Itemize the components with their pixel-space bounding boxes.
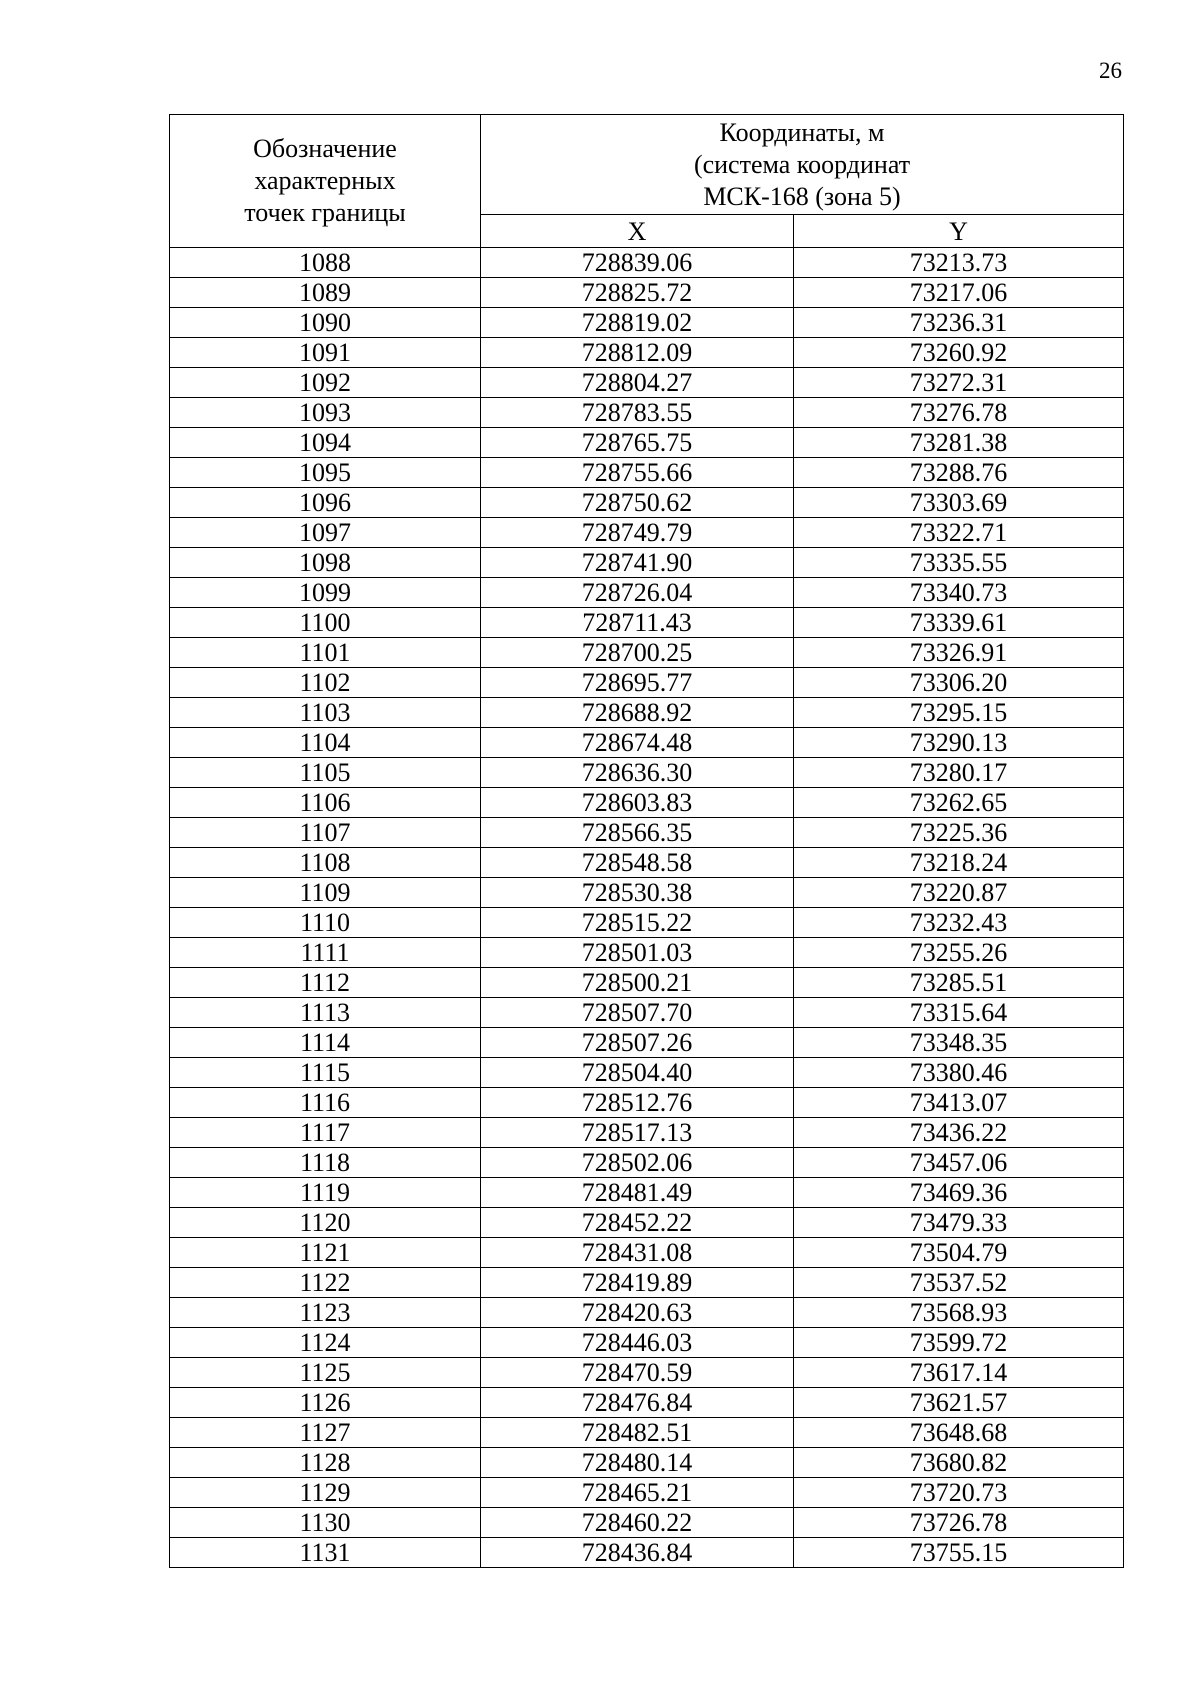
table-row — [170, 818, 1124, 848]
table-row — [170, 278, 1124, 308]
y-coordinate-cell: 73680.82 — [794, 1448, 1124, 1478]
point-number-cell: 1126 — [170, 1388, 481, 1418]
table-row — [170, 248, 1124, 278]
point-number-cell: 1119 — [170, 1178, 481, 1208]
point-designation-header — [170, 115, 481, 248]
table-row — [170, 728, 1124, 758]
x-coordinate-cell: 728839.06 — [481, 248, 794, 278]
x-coordinate-cell: 728446.03 — [481, 1328, 794, 1358]
table-row — [170, 1448, 1124, 1478]
y-coordinate-cell: 73469.36 — [794, 1178, 1124, 1208]
x-coordinate-cell: 728750.62 — [481, 488, 794, 518]
point-number-cell: 1103 — [170, 698, 481, 728]
y-coordinate-cell: 73217.06 — [794, 278, 1124, 308]
coords-header-line-1: Координаты, м — [719, 117, 885, 147]
y-coordinate-cell: 73648.68 — [794, 1418, 1124, 1448]
table-row — [170, 908, 1124, 938]
y-coordinate-cell: 73720.73 — [794, 1478, 1124, 1508]
point-number-cell: 1122 — [170, 1268, 481, 1298]
table-row — [170, 668, 1124, 698]
x-coordinate-cell: 728512.76 — [481, 1088, 794, 1118]
table-row — [170, 578, 1124, 608]
coordinates-header — [481, 115, 1124, 215]
point-number-cell: 1124 — [170, 1328, 481, 1358]
x-coordinate-cell: 728431.08 — [481, 1238, 794, 1268]
y-coordinate-cell: 73255.26 — [794, 938, 1124, 968]
y-coordinate-cell: 73285.51 — [794, 968, 1124, 998]
table-row — [170, 1538, 1124, 1568]
y-coordinate-cell: 73290.13 — [794, 728, 1124, 758]
table-row — [170, 608, 1124, 638]
table-row — [170, 1088, 1124, 1118]
x-coordinate-cell: 728420.63 — [481, 1298, 794, 1328]
point-number-cell: 1117 — [170, 1118, 481, 1148]
table-row — [170, 1508, 1124, 1538]
table-row — [170, 698, 1124, 728]
table-row — [170, 308, 1124, 338]
table-row — [170, 1208, 1124, 1238]
x-column-header: X — [481, 215, 794, 248]
x-coordinate-cell: 728812.09 — [481, 338, 794, 368]
point-number-cell: 1099 — [170, 578, 481, 608]
point-number-cell: 1113 — [170, 998, 481, 1028]
point-number-cell: 1114 — [170, 1028, 481, 1058]
x-coordinate-cell: 728476.84 — [481, 1388, 794, 1418]
y-coordinate-cell: 73755.15 — [794, 1538, 1124, 1568]
point-number-cell: 1116 — [170, 1088, 481, 1118]
table-row — [170, 878, 1124, 908]
table-row — [170, 1028, 1124, 1058]
table-row — [170, 368, 1124, 398]
point-number-cell: 1089 — [170, 278, 481, 308]
y-coordinate-cell: 73288.76 — [794, 458, 1124, 488]
x-coordinate-cell: 728804.27 — [481, 368, 794, 398]
table-row — [170, 1148, 1124, 1178]
x-coordinate-cell: 728460.22 — [481, 1508, 794, 1538]
x-coordinate-cell: 728749.79 — [481, 518, 794, 548]
y-coordinate-cell: 73504.79 — [794, 1238, 1124, 1268]
table-row — [170, 1238, 1124, 1268]
x-coordinate-cell: 728470.59 — [481, 1358, 794, 1388]
table-row — [170, 1328, 1124, 1358]
point-number-cell: 1121 — [170, 1238, 481, 1268]
x-coordinate-cell: 728819.02 — [481, 308, 794, 338]
x-coordinate-cell: 728501.03 — [481, 938, 794, 968]
y-coordinate-cell: 73232.43 — [794, 908, 1124, 938]
y-coordinate-cell: 73340.73 — [794, 578, 1124, 608]
y-coordinate-cell: 73225.36 — [794, 818, 1124, 848]
point-number-cell: 1130 — [170, 1508, 481, 1538]
point-number-cell: 1088 — [170, 248, 481, 278]
x-coordinate-cell: 728517.13 — [481, 1118, 794, 1148]
point-number-cell: 1120 — [170, 1208, 481, 1238]
y-coordinate-cell: 73218.24 — [794, 848, 1124, 878]
table-row — [170, 938, 1124, 968]
y-coordinate-cell: 73617.14 — [794, 1358, 1124, 1388]
page-number: 26 — [1099, 58, 1122, 83]
x-coordinate-cell: 728504.40 — [481, 1058, 794, 1088]
point-number-cell: 1094 — [170, 428, 481, 458]
coords-header-line-3: МСК-168 (зона 5) — [703, 181, 901, 211]
table-row — [170, 848, 1124, 878]
table-row — [170, 1478, 1124, 1508]
point-number-cell: 1127 — [170, 1418, 481, 1448]
x-coordinate-cell: 728482.51 — [481, 1418, 794, 1448]
table-row — [170, 968, 1124, 998]
point-number-cell: 1102 — [170, 668, 481, 698]
table-row — [170, 548, 1124, 578]
y-coordinate-cell: 73315.64 — [794, 998, 1124, 1028]
table-row — [170, 488, 1124, 518]
point-header-line-3: точек границы — [244, 198, 406, 227]
y-coordinate-cell: 73281.38 — [794, 428, 1124, 458]
x-coordinate-cell: 728755.66 — [481, 458, 794, 488]
point-number-cell: 1101 — [170, 638, 481, 668]
y-coordinate-cell: 73436.22 — [794, 1118, 1124, 1148]
table-row — [170, 1178, 1124, 1208]
x-coordinate-cell: 728481.49 — [481, 1178, 794, 1208]
x-coordinate-cell: 728480.14 — [481, 1448, 794, 1478]
y-coordinate-cell: 73272.31 — [794, 368, 1124, 398]
point-number-cell: 1128 — [170, 1448, 481, 1478]
point-number-cell: 1125 — [170, 1358, 481, 1388]
y-coordinate-cell: 73348.35 — [794, 1028, 1124, 1058]
point-number-cell: 1106 — [170, 788, 481, 818]
table-row — [170, 338, 1124, 368]
point-number-cell: 1096 — [170, 488, 481, 518]
table-row — [170, 638, 1124, 668]
x-coordinate-cell: 728695.77 — [481, 668, 794, 698]
y-coordinate-cell: 73335.55 — [794, 548, 1124, 578]
x-coordinate-cell: 728688.92 — [481, 698, 794, 728]
y-coordinate-cell: 73457.06 — [794, 1148, 1124, 1178]
table-row — [170, 1118, 1124, 1148]
table-row — [170, 1388, 1124, 1418]
x-coordinate-cell: 728502.06 — [481, 1148, 794, 1178]
point-number-cell: 1100 — [170, 608, 481, 638]
x-coordinate-cell: 728603.83 — [481, 788, 794, 818]
x-coordinate-cell: 728726.04 — [481, 578, 794, 608]
point-number-cell: 1104 — [170, 728, 481, 758]
y-coordinate-cell: 73262.65 — [794, 788, 1124, 818]
point-number-cell: 1108 — [170, 848, 481, 878]
y-coordinate-cell: 73306.20 — [794, 668, 1124, 698]
point-number-cell: 1093 — [170, 398, 481, 428]
y-coordinate-cell: 73322.71 — [794, 518, 1124, 548]
x-coordinate-cell: 728674.48 — [481, 728, 794, 758]
y-coordinate-cell: 73599.72 — [794, 1328, 1124, 1358]
y-coordinate-cell: 73479.33 — [794, 1208, 1124, 1238]
point-number-cell: 1111 — [170, 938, 481, 968]
y-coordinate-cell: 73303.69 — [794, 488, 1124, 518]
table-row — [170, 428, 1124, 458]
x-coordinate-cell: 728507.70 — [481, 998, 794, 1028]
y-coordinate-cell: 73726.78 — [794, 1508, 1124, 1538]
table-row — [170, 1058, 1124, 1088]
point-number-cell: 1112 — [170, 968, 481, 998]
table-row — [170, 998, 1124, 1028]
x-coordinate-cell: 728515.22 — [481, 908, 794, 938]
point-number-cell: 1092 — [170, 368, 481, 398]
point-number-cell: 1110 — [170, 908, 481, 938]
x-coordinate-cell: 728765.75 — [481, 428, 794, 458]
y-coordinate-cell: 73213.73 — [794, 248, 1124, 278]
point-number-cell: 1090 — [170, 308, 481, 338]
table-row — [170, 398, 1124, 428]
point-number-cell: 1097 — [170, 518, 481, 548]
y-coordinate-cell: 73260.92 — [794, 338, 1124, 368]
table-row — [170, 518, 1124, 548]
y-coordinate-cell: 73276.78 — [794, 398, 1124, 428]
y-coordinate-cell: 73326.91 — [794, 638, 1124, 668]
x-coordinate-cell: 728548.58 — [481, 848, 794, 878]
y-coordinate-cell: 73621.57 — [794, 1388, 1124, 1418]
point-number-cell: 1123 — [170, 1298, 481, 1328]
x-coordinate-cell: 728436.84 — [481, 1538, 794, 1568]
x-coordinate-cell: 728636.30 — [481, 758, 794, 788]
table-body — [170, 248, 1124, 1568]
coords-header-line-2: (система координат — [693, 149, 911, 179]
y-column-header: Y — [794, 215, 1124, 248]
y-coordinate-cell: 73413.07 — [794, 1088, 1124, 1118]
point-number-cell: 1091 — [170, 338, 481, 368]
table-row — [170, 1268, 1124, 1298]
x-coordinate-cell: 728530.38 — [481, 878, 794, 908]
point-number-cell: 1118 — [170, 1148, 481, 1178]
point-header-line-2: характерных — [254, 166, 396, 195]
y-coordinate-cell: 73537.52 — [794, 1268, 1124, 1298]
y-coordinate-cell: 73295.15 — [794, 698, 1124, 728]
y-coordinate-cell: 73339.61 — [794, 608, 1124, 638]
x-coordinate-cell: 728452.22 — [481, 1208, 794, 1238]
x-coordinate-cell: 728465.21 — [481, 1478, 794, 1508]
table-row — [170, 1358, 1124, 1388]
x-coordinate-cell: 728741.90 — [481, 548, 794, 578]
y-coordinate-cell: 73568.93 — [794, 1298, 1124, 1328]
x-coordinate-cell: 728783.55 — [481, 398, 794, 428]
point-number-cell: 1131 — [170, 1538, 481, 1568]
y-coordinate-cell: 73280.17 — [794, 758, 1124, 788]
y-coordinate-cell: 73220.87 — [794, 878, 1124, 908]
table-row — [170, 758, 1124, 788]
point-header-line-1: Обозначение — [253, 134, 397, 163]
point-number-cell: 1105 — [170, 758, 481, 788]
y-coordinate-cell: 73236.31 — [794, 308, 1124, 338]
point-number-cell: 1129 — [170, 1478, 481, 1508]
table-row — [170, 788, 1124, 818]
y-coordinate-cell: 73380.46 — [794, 1058, 1124, 1088]
x-coordinate-cell: 728419.89 — [481, 1268, 794, 1298]
x-coordinate-cell: 728711.43 — [481, 608, 794, 638]
x-coordinate-cell: 728825.72 — [481, 278, 794, 308]
point-number-cell: 1098 — [170, 548, 481, 578]
point-number-cell: 1115 — [170, 1058, 481, 1088]
header-row — [170, 115, 1124, 215]
x-coordinate-cell: 728566.35 — [481, 818, 794, 848]
table-row — [170, 1418, 1124, 1448]
table-row — [170, 1298, 1124, 1328]
table-row — [170, 458, 1124, 488]
x-coordinate-cell: 728500.21 — [481, 968, 794, 998]
x-coordinate-cell: 728507.26 — [481, 1028, 794, 1058]
x-coordinate-cell: 728700.25 — [481, 638, 794, 668]
point-number-cell: 1109 — [170, 878, 481, 908]
point-number-cell: 1107 — [170, 818, 481, 848]
coordinates-table — [169, 114, 1124, 1568]
point-number-cell: 1095 — [170, 458, 481, 488]
